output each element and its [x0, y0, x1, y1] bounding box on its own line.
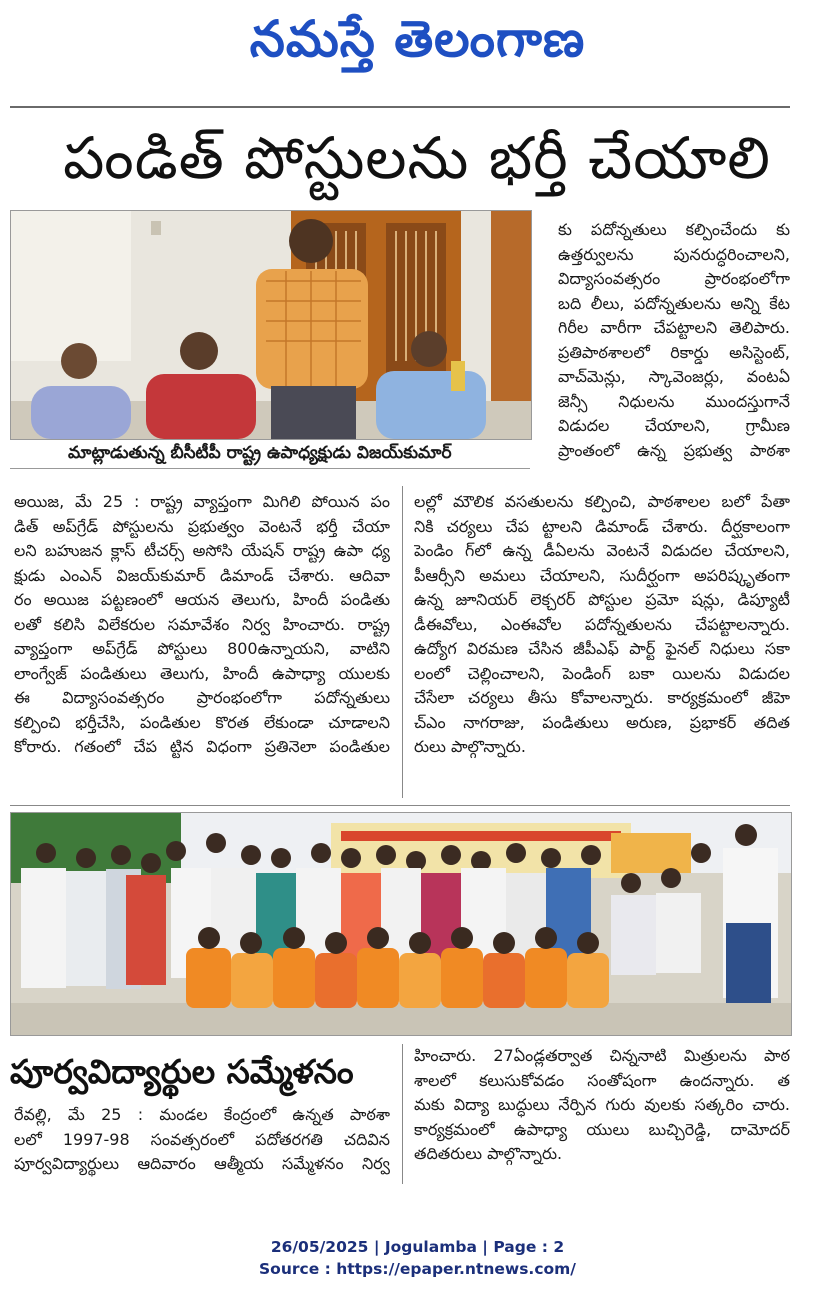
text-line: పీఆర్సీని అమలు చేయాలని, సుదీర్ఘంగా అపరిష్కృతంగా — [414, 565, 790, 585]
text-line: లంలో చెల్లించాలని, పెండింగ్ బకా యిలను విడుదల — [414, 663, 790, 683]
text-line: డిత్ అప్‌గ్రేడ్ పోస్టులను ప్రభుత్వం వెంటనే భర్తీ చేయా — [14, 516, 390, 536]
text-line: వాచ్‌మెన్లు, స్కావెంజర్లు, వంటఏ — [558, 367, 790, 386]
column-divider — [402, 1044, 403, 1184]
text-line: గిరీల వారీగా చేపట్టాలని తెలిపారు. — [558, 318, 790, 337]
text-line: కార్యక్రమంలో ఉపాధ్యా యులు బుచ్చిరెడ్డి, దామోదర్ — [414, 1119, 790, 1139]
article-headline: పండిత్ పోస్టులను భర్తీ చేయాలి — [63, 124, 771, 192]
text-line: ఉద్యోగ విరమణ చేసిన జీపీఎఫ్ పార్ట్ ఫైనల్ నిధులు సకా — [414, 639, 790, 658]
text-line: జెన్సీ నిధులను ముందస్తుగానే — [558, 391, 790, 411]
text-line: పెండిం గ్‌లో ఉన్న డీఏలను వెంటనే విడుదల చేయాలని, — [414, 541, 790, 560]
text-line: క్షుడు ఎంఎన్ విజయ్‌కుమార్ డిమాండ్ చేశారు. ఆదివా — [14, 565, 390, 585]
text-line: లాంగ్వేజ్ పండితులు తెలుగు, హిందీ ఉపాధ్యా యులకు — [14, 663, 390, 683]
news-photo-press-meet — [10, 210, 532, 440]
text-line: కోరారు. గతంలో చేప ట్టిన విధంగా ప్రతినెలా పండితుల — [14, 737, 390, 756]
text-line: కల్పించి భర్తీచేసి, పండితుల కొరత లేకుండా చూడాలని — [14, 712, 390, 732]
article2-left-column — [14, 1103, 390, 1177]
article1-left-column — [14, 490, 390, 760]
text-line: లల్లో మౌలిక వసతులను కల్పించి, పాఠశాలల బలో పేతా — [414, 492, 790, 511]
text-line: వ్యాప్తంగా అప్‌గ్రేడ్ పోస్టులు 800ఉన్నాయని, వాటిని — [14, 639, 390, 658]
caption-divider — [10, 468, 530, 469]
text-line: విద్యాసంవత్సరం ప్రారంభంలోగా — [558, 269, 790, 288]
text-line: లలో 1997-98 సంవత్సరంలో పదోతరగతి చదివిన — [14, 1129, 390, 1149]
text-line: ఈ విద్యాసంవత్సరం ప్రారంభంలోగా పదోన్నతులు — [14, 688, 390, 707]
text-line: నికి చర్యలు చేప ట్టాలని డిమాండ్ చేశారు. దీర్ఘకాలంగా — [414, 516, 790, 536]
text-line: విడుదల చేయాలని, గ్రామీణ — [558, 416, 790, 435]
text-line: చ్ఎం నాగరాజు, పండితులు అరుణ, ప్రభాకర్ తదిత — [414, 712, 790, 732]
text-line: ప్రాంతంలో ఉన్న ప్రభుత్వ పాఠశా — [558, 440, 790, 460]
text-line: కు పదోన్నతులు కల్పించేందు కు — [558, 220, 790, 239]
masthead-logo: నమస్తే తెలంగాణ — [249, 10, 586, 68]
article1-middle-column — [414, 490, 790, 760]
text-line: లని బహుజన క్లాస్ టీచర్స్ అసోసి యేషన్ రాష్ట్ర ఉపా ధ్య — [14, 541, 390, 560]
news-photo-alumni-group — [10, 812, 792, 1036]
text-line: పూర్వవిద్యార్థులు ఆదివారం ఆత్మీయ సమ్మేళనం నిర్వ — [14, 1154, 390, 1173]
article1-right-column — [558, 218, 790, 463]
column-divider — [402, 486, 403, 798]
text-line: రం అయిజ పట్టణంలో ఆయన తెలుగు, హిందీ పండితు — [14, 590, 390, 609]
text-line: బది లీలు, పదోన్నతులను అన్ని కేట — [558, 293, 790, 313]
footer-date-edition: 26/05/2025 | Jogulamba | Page : 2 — [270, 1238, 565, 1256]
section-divider — [10, 805, 790, 806]
text-line: హించారు. 27ఏండ్లతర్వాత చిన్ననాటి మిత్రులను పాఠ — [414, 1046, 790, 1065]
article-headline: పూర్వవిద్యార్థుల సమ్మేళనం — [10, 1052, 354, 1091]
text-line: రులు పాల్గొన్నారు. — [414, 737, 526, 756]
text-line: చేసేలా చర్యలు తీసు కోవాలన్నారు. కార్యక్రమంలో జీహె — [414, 688, 790, 707]
article2-right-column — [414, 1044, 790, 1167]
text-line: శాలలో కలుసుకోవడం సంతోషంగా ఉందన్నారు. త — [414, 1070, 790, 1090]
text-line: రేవల్లి, మే 25 : మండల కేంద్రంలో ఉన్నత పాఠశా — [14, 1105, 390, 1124]
text-line: ఉన్న జూనియర్ లెక్చరర్ పోస్టుల ప్రమో షన్లు, డిప్యూటీ — [414, 590, 790, 609]
text-line: ఉత్తర్వులను పునరుద్ధరించాలని, — [558, 244, 790, 264]
text-line: అయిజ, మే 25 : రాష్ట్ర వ్యాప్తంగా మిగిలి పోయిన పం — [14, 492, 390, 511]
text-line: తదితరులు పాల్గొన్నారు. — [414, 1144, 563, 1163]
photo-caption: మాట్లాడుతున్న బీసీటీపీ రాష్ట్ర ఉపాధ్యక్షుడు విజయ్‌కుమార్ — [68, 443, 452, 463]
masthead-divider — [10, 106, 790, 108]
text-line: మకు విద్యా బుద్ధులు నేర్పిన గురు వులకు సత్కరిం చారు. — [414, 1095, 790, 1114]
text-line: లతో కలిసి విలేకరుల సమావేశం నిర్వ హించారు. రాష్ట్ర — [14, 614, 390, 634]
text-line: ప్రతిపాఠశాలలో రికార్డు అసిస్టెంట్, — [558, 342, 790, 362]
text-line: డీఈవోలు, ఎంఈవోల పదోన్నతులను చేపట్టాలన్నారు. — [414, 614, 790, 634]
footer-source: Source : https://epaper.ntnews.com/ — [259, 1260, 576, 1278]
